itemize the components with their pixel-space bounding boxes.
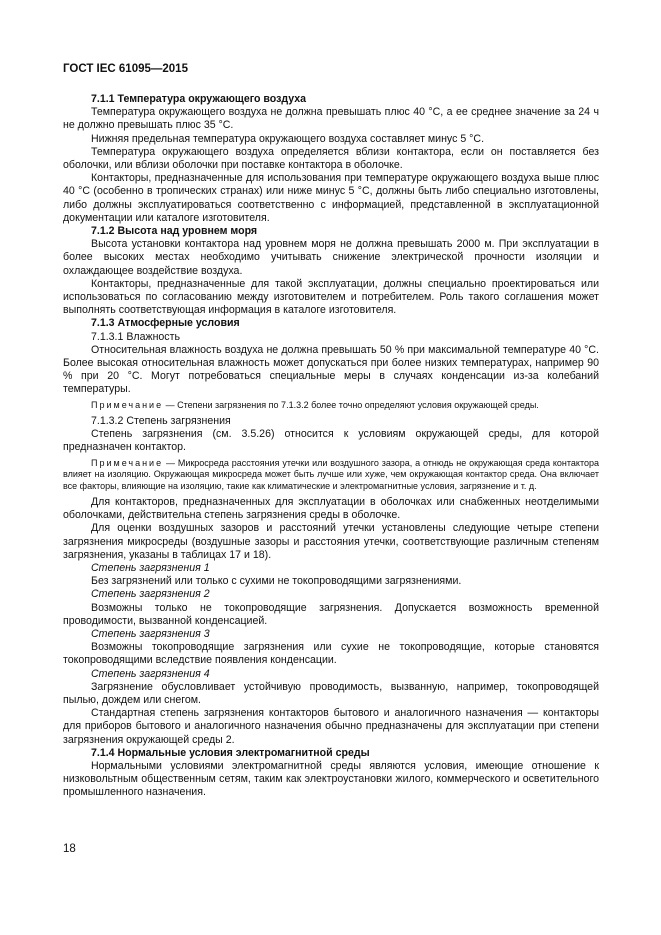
paragraph: Контакторы, предназначенные для использования при температуре окружающего воздуха выше плюс 40 °С (особенно в тропических странах) или ниже минус 5 °С, должны быть либо специально изготовлены, либо должны эксплуатироваться соответственно с информацией, представленной в эксплуатационной документации или каталоге изготовителя. <box>63 172 599 224</box>
paragraph: Относительная влажность воздуха не должна превышать 50 % при максимальной температуре 40 °С. Более высокая относительная влажность может допускаться при более низких температурах, например 90 % при 20 °С. Могут потребоваться специальные меры в случаях конденсации из-за колебаний температуры. <box>63 343 599 396</box>
paragraph: Степень загрязнения (см. 3.5.26) относится к условиям окружающей среды, для которой предназначен контактор. <box>63 428 599 454</box>
note <box>63 400 599 411</box>
note-text: — Микросреда расстояния утечки или воздушного зазора, а отнюдь не окружающая среда контактора влияет на изоляцию. Окружающая микросреда может быть лучше или хуже, чем окружающая контактор среда. Она включает все факторы, влияющие на изоляцию, такие как климатические и электромагнитные условия, загрязнение и т. д. <box>63 457 599 491</box>
page-number: 18 <box>63 843 76 855</box>
paragraph: Загрязнение обусловливает устойчивую проводимость, вызванную, например, токопроводящей пылью, дождем или снегом. <box>63 680 599 706</box>
note-label: Примечание <box>91 399 164 410</box>
section-heading: 7.1.4 Нормальные условия электромагнитной среды <box>91 746 370 759</box>
pollution-degree-title: Степень загрязнения 3 <box>91 627 210 640</box>
paragraph: Без загрязнений или только с сухими не токопроводящими загрязнениями. <box>91 575 462 588</box>
document-header: ГОСТ IEC 61095—2015 <box>63 63 188 75</box>
note-label: Примечание <box>91 457 164 468</box>
subsection-heading: 7.1.3.2 Степень загрязнения <box>91 415 231 428</box>
paragraph: Высота установки контактора над уровнем моря не должна превышать 2000 м. При эксплуатации в более высоких местах необходимо учитывать снижение электрической прочности изоляции и охлаждающее воздействие воздуха. <box>63 238 599 277</box>
paragraph: Нормальными условиями электромагнитной среды являются условия, имеющие отношение к низковольтным общественным сетям, таким как электроустановки жилого, коммерческого и осветительного промышленного назначения. <box>63 759 599 799</box>
pollution-degree-title: Степень загрязнения 4 <box>91 667 210 680</box>
section-heading: 7.1.2 Высота над уровнем моря <box>91 225 258 238</box>
document-body <box>63 93 599 800</box>
paragraph: Нижняя предельная температура окружающего воздуха составляет минус 5 °С. <box>91 132 485 145</box>
paragraph: Для оценки воздушных зазоров и расстояний утечки установлены следующие четыре степени загрязнения микросреды (воздушные зазоры и расстояния утечки, соответствующие различным степеням загрязнения, указаны в таблицах 17 и 18). <box>63 522 599 561</box>
pollution-degree-title: Степень загрязнения 1 <box>91 561 210 574</box>
pollution-degree-title: Степень загрязнения 2 <box>91 588 210 601</box>
paragraph: Температура окружающего воздуха не должна превышать плюс 40 °С, а ее среднее значение за 24 ч не должно превышать плюс 35 °С. <box>63 106 599 132</box>
note-text: — Степени загрязнения по 7.1.3.2 более точно определяют условия окружающей среды. <box>165 399 539 410</box>
note <box>63 458 599 492</box>
paragraph: Стандартная степень загрязнения контакторов бытового и аналогичного назначения — контакторы для приборов бытового и аналогичного назначения обычно предназначены для эксплуатации при степени загрязнения окружающей среды 2. <box>63 707 599 746</box>
paragraph: Температура окружающего воздуха определяется вблизи контактора, если он поставляется без оболочки, или вблизи оболочки при поставке контактора в оболочке. <box>63 145 599 172</box>
paragraph: Контакторы, предназначенные для такой эксплуатации, должны специально проектироваться или использоваться по согласованию между изготовителем и потребителем. Роль такого соглашения может выполнять соответствующая информация в каталоге изготовителя. <box>63 277 599 317</box>
paragraph: Возможны только не токопроводящие загрязнения. Допускается возможность временной проводимости, вызванной конденсацией. <box>63 601 599 627</box>
paragraph: Для контакторов, предназначенных для эксплуатации в оболочках или снабженных неотделимыми оболочками, действительна степень загрязнения среды в оболочке. <box>63 495 599 522</box>
paragraph: Возможны токопроводящие загрязнения или сухие не токопроводящие, которые становятся токопроводящими вследствие появления конденсации. <box>63 641 599 667</box>
subsection-heading: 7.1.3.1 Влажность <box>91 330 180 343</box>
section-heading: 7.1.1 Температура окружающего воздуха <box>91 93 307 105</box>
section-heading: 7.1.3 Атмосферные условия <box>91 317 240 330</box>
